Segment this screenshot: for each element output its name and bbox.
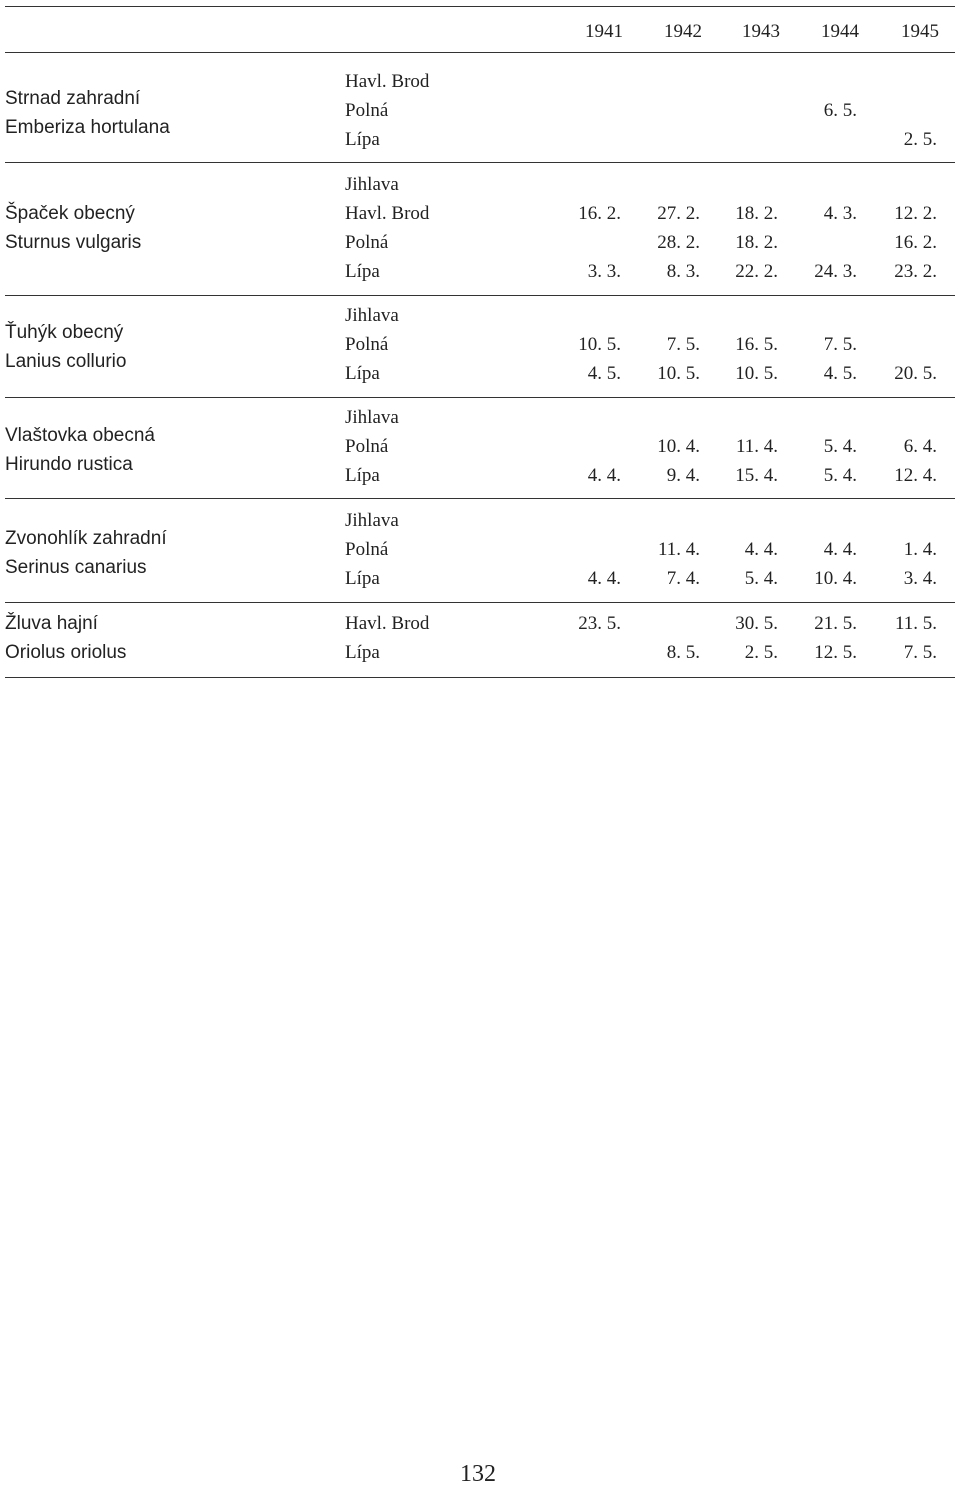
date-cell: 4. 5. xyxy=(587,363,621,384)
date-cell: 10. 5. xyxy=(578,334,621,355)
date-cell: 5. 4. xyxy=(823,436,857,457)
species-latin-name: Sturnus vulgaris xyxy=(5,232,142,253)
species-czech-name: Ťuhýk obecný xyxy=(5,322,124,343)
species-latin-name: Oriolus oriolus xyxy=(5,642,127,663)
place-name: Jihlava xyxy=(345,407,399,428)
date-cell: 3. 3. xyxy=(587,261,621,282)
place-name: Lípa xyxy=(345,642,380,663)
date-cell: 7. 5. xyxy=(903,642,937,663)
date-cell: 11. 4. xyxy=(657,539,700,560)
group-rule xyxy=(5,397,955,398)
table-top-rule xyxy=(5,6,955,7)
date-cell: 23. 5. xyxy=(578,613,621,634)
date-cell: 12. 4. xyxy=(894,465,937,486)
place-name: Havl. Brod xyxy=(345,71,430,92)
group-rule xyxy=(5,498,955,499)
species-czech-name: Špaček obecný xyxy=(5,203,135,224)
date-cell: 24. 3. xyxy=(814,261,857,282)
date-cell: 15. 4. xyxy=(735,465,778,486)
year-1943: 1943 xyxy=(742,21,780,42)
date-cell: 6. 4. xyxy=(903,436,937,457)
date-cell: 10. 4. xyxy=(814,568,857,589)
year-1945: 1945 xyxy=(901,21,939,42)
date-cell: 11. 4. xyxy=(735,436,778,457)
date-cell: 10. 5. xyxy=(735,363,778,384)
date-cell: 4. 3. xyxy=(823,203,857,224)
date-cell: 10. 4. xyxy=(657,436,700,457)
date-cell: 4. 4. xyxy=(823,539,857,560)
place-name: Jihlava xyxy=(345,510,399,531)
species-latin-name: Emberiza hortulana xyxy=(5,117,170,138)
place-name: Polná xyxy=(345,334,389,355)
place-name: Jihlava xyxy=(345,174,399,195)
year-1941: 1941 xyxy=(585,21,623,42)
species-czech-name: Strnad zahradní xyxy=(5,88,141,109)
date-cell: 28. 2. xyxy=(657,232,700,253)
date-cell: 10. 5. xyxy=(657,363,700,384)
year-1942: 1942 xyxy=(664,21,702,42)
date-cell: 11. 5. xyxy=(894,613,937,634)
page-number: 132 xyxy=(460,1461,496,1487)
group-rule xyxy=(5,295,955,296)
group-rule xyxy=(5,162,955,163)
place-name: Polná xyxy=(345,436,389,457)
group-rule xyxy=(5,602,955,603)
date-cell: 12. 5. xyxy=(814,642,857,663)
table-bottom-rule xyxy=(5,677,955,678)
date-cell: 12. 2. xyxy=(894,203,937,224)
date-cell: 16. 2. xyxy=(894,232,937,253)
date-cell: 3. 4. xyxy=(903,568,937,589)
date-cell: 1. 4. xyxy=(903,539,937,560)
date-cell: 22. 2. xyxy=(735,261,778,282)
date-cell: 8. 5. xyxy=(666,642,700,663)
place-name: Polná xyxy=(345,100,389,121)
date-cell: 30. 5. xyxy=(735,613,778,634)
date-cell: 4. 4. xyxy=(587,465,621,486)
species-latin-name: Serinus canarius xyxy=(5,557,147,578)
date-cell: 18. 2. xyxy=(735,232,778,253)
date-cell: 8. 3. xyxy=(666,261,700,282)
place-name: Polná xyxy=(345,539,389,560)
date-cell: 4. 4. xyxy=(744,539,778,560)
date-cell: 18. 2. xyxy=(735,203,778,224)
date-cell: 23. 2. xyxy=(894,261,937,282)
species-latin-name: Lanius collurio xyxy=(5,351,127,372)
date-cell: 21. 5. xyxy=(814,613,857,634)
place-name: Lípa xyxy=(345,261,380,282)
place-name: Havl. Brod xyxy=(345,613,430,634)
species-czech-name: Vlaštovka obecná xyxy=(5,425,155,446)
date-cell: 7. 5. xyxy=(823,334,857,355)
date-cell: 4. 5. xyxy=(823,363,857,384)
place-name: Lípa xyxy=(345,568,380,589)
date-cell: 16. 2. xyxy=(578,203,621,224)
date-cell: 2. 5. xyxy=(903,129,937,150)
date-cell: 5. 4. xyxy=(823,465,857,486)
place-name: Lípa xyxy=(345,129,380,150)
place-name: Jihlava xyxy=(345,305,399,326)
date-cell: 16. 5. xyxy=(735,334,778,355)
date-cell: 5. 4. xyxy=(744,568,778,589)
species-latin-name: Hirundo rustica xyxy=(5,454,133,475)
species-czech-name: Zvonohlík zahradní xyxy=(5,528,167,549)
date-cell: 20. 5. xyxy=(894,363,937,384)
header-rule xyxy=(5,52,955,53)
date-cell: 7. 5. xyxy=(666,334,700,355)
year-1944: 1944 xyxy=(821,21,859,42)
date-cell: 6. 5. xyxy=(823,100,857,121)
species-czech-name: Žluva hajní xyxy=(5,613,98,634)
date-cell: 27. 2. xyxy=(657,203,700,224)
place-name: Lípa xyxy=(345,363,380,384)
date-cell: 9. 4. xyxy=(666,465,700,486)
place-name: Lípa xyxy=(345,465,380,486)
date-cell: 7. 4. xyxy=(666,568,700,589)
date-cell: 2. 5. xyxy=(744,642,778,663)
place-name: Polná xyxy=(345,232,389,253)
date-cell: 4. 4. xyxy=(587,568,621,589)
place-name: Havl. Brod xyxy=(345,203,430,224)
